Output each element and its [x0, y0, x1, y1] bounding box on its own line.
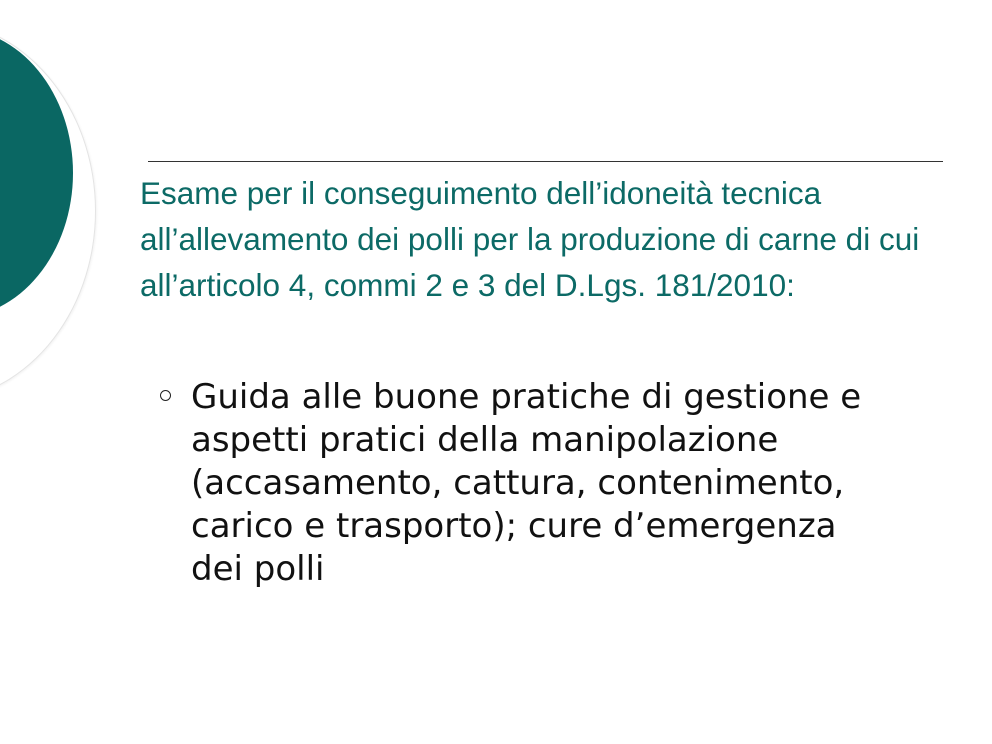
hollow-circle-bullet-icon: [160, 390, 171, 401]
bullet-text: Guida alle buone pratiche di gestione e aspetti pratici della manipolazione (accasamento, cattura, contenimento, carico e trasporto); cure d’emergenza dei polli: [191, 377, 862, 589]
bullet-item: [160, 376, 880, 591]
title-divider: [148, 161, 943, 162]
slide-title: Esame per il conseguimento dell’idoneità tecnica all’allevamento dei polli per la produzione di carne di cui all’articolo 4, commi 2 e 3 del D.Lgs. 181/2010:: [140, 175, 920, 303]
bullet-list: [160, 376, 880, 591]
